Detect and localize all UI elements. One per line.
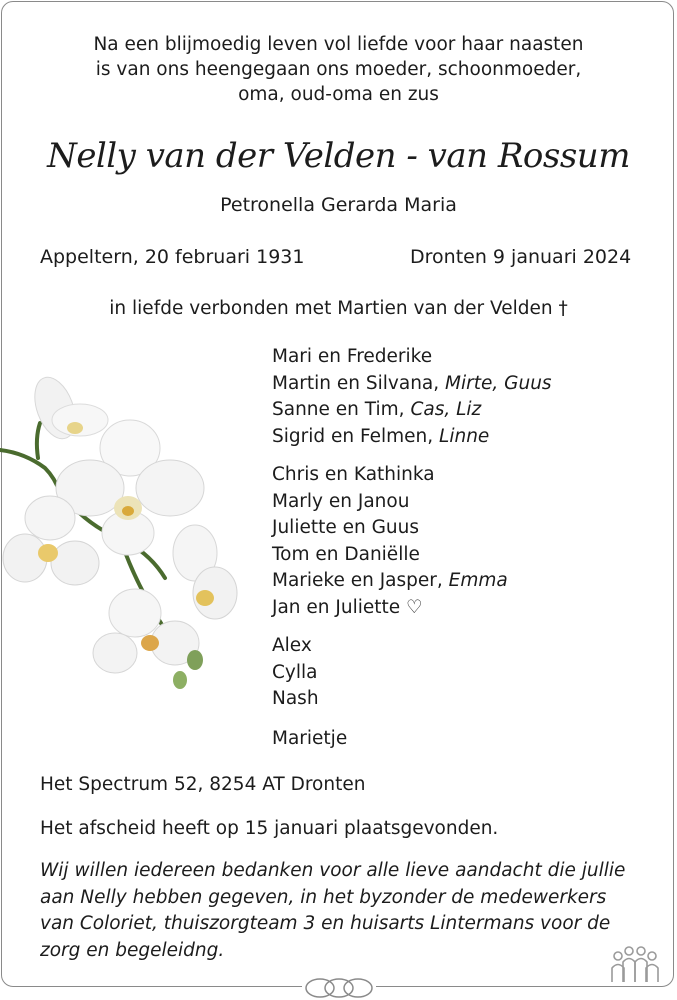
family-line: Tom en Daniëlle: [272, 543, 420, 565]
spouse-line: in liefde verbonden met Martien van der Velden †: [109, 298, 568, 319]
orchid-image: [0, 368, 250, 698]
family-group-children: [272, 344, 552, 450]
given-names: Petronella Gerarda Maria: [220, 194, 457, 216]
orchid-flower: [93, 589, 203, 689]
family-line: Sanne en Tim, Cas, Liz: [272, 399, 482, 420]
thanks-line: van Coloriet, thuiszorgteam 3 en huisarts Lintermans voor de: [40, 913, 611, 934]
sibling: Marietje: [272, 728, 348, 749]
family-line: Cylla: [272, 661, 318, 683]
family-line: Nash: [272, 688, 319, 709]
family-group-grandchildren: [272, 462, 508, 621]
thanks-line: zorg en begeleidng.: [40, 939, 225, 961]
family-line: Sigrid en Felmen, Linne: [272, 425, 490, 447]
thanks-line: aan Nelly hebben gegeven, in het byzonder de medewerkers: [40, 886, 607, 908]
intro-line: Na een blijmoedig leven vol liefde voor haar naasten: [93, 34, 584, 55]
intro-line: is van ons heengegaan ons moeder, schoonmoeder,: [95, 59, 582, 80]
family-line: Mari en Frederike: [272, 346, 433, 367]
family-line: Alex: [272, 635, 312, 656]
death-info: Dronten 9 januari 2024: [410, 246, 632, 268]
family-line: Chris en Kathinka: [272, 464, 435, 485]
family-line: Jan en Juliette ♡: [272, 596, 423, 618]
family-line: Marly en Janou: [272, 490, 410, 512]
family-line: Juliette en Guus: [272, 517, 420, 538]
family-line: Marieke en Jasper, Emma: [272, 570, 508, 591]
family-group-great-grandchildren: [272, 633, 319, 713]
farewell-note: Het afscheid heeft op 15 januari plaatsgevonden.: [40, 818, 499, 839]
thanks-line: Wij willen iedereen bedanken voor alle lieve aandacht die jullie: [40, 860, 626, 881]
rings-ornament-icon: [302, 976, 376, 1000]
family-logo-icon: [609, 944, 661, 984]
orchid-flower: [173, 525, 237, 619]
family-line: Martin en Silvana, Mirte, Guus: [272, 372, 552, 394]
intro-text: [0, 32, 677, 107]
thanks-text: [40, 858, 640, 964]
intro-line: oma, oud-oma en zus: [238, 84, 439, 105]
birth-info: Appeltern, 20 februari 1931: [40, 246, 305, 268]
address: Het Spectrum 52, 8254 AT Dronten: [40, 774, 366, 795]
deceased-name: Nelly van der Velden - van Rossum: [47, 136, 630, 176]
